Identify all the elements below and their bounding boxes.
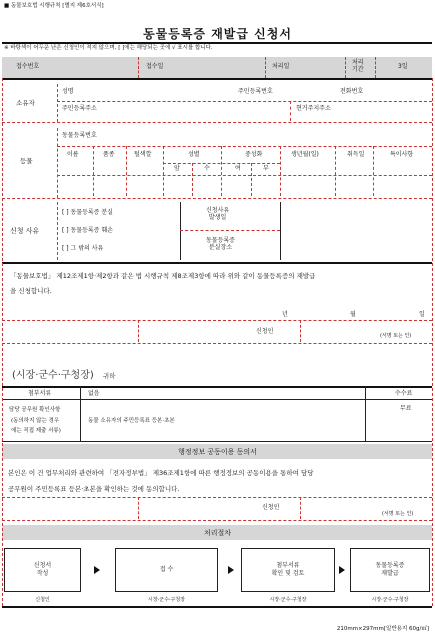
procedure-step-2-actor: 시장·군수·구청장 xyxy=(148,597,185,603)
recipient-name: (시장·군수·구청장) xyxy=(12,370,94,381)
consent-applicant-label: 신청인 xyxy=(262,504,280,511)
column-name: 이름 xyxy=(67,151,79,158)
reason-occur-date-label: 신청사유 발생일 xyxy=(206,207,230,222)
procedure-step-1-actor: 신청인 xyxy=(35,597,50,603)
recipient-block xyxy=(12,363,115,382)
process-period-label: 처리 기간 xyxy=(352,59,364,74)
owner-phone-label: 전화번호 xyxy=(340,88,364,95)
docs-row-left-3: 에는 직접 제출 서류) xyxy=(11,428,61,434)
owner-address-label: 주민등록주소 xyxy=(62,105,97,112)
arrow-right-icon xyxy=(228,566,234,574)
docs-row-left-1: 담당 공무원 확인사항 xyxy=(9,407,61,413)
procedure-step-1 xyxy=(4,548,81,592)
column-birth: 생년월(일) xyxy=(291,151,319,158)
date-day: 일 xyxy=(419,311,425,318)
docs-row-left-2: (동의하지 않는 경우 xyxy=(11,418,60,424)
statement-line1: 「동물보호법」 제12조제1항·제2항과 같은 법 시행규칙 제8조제3항에 따라 위와 같이 동물등록증의 재발급 xyxy=(10,272,316,280)
procedure-title: 처리절차 xyxy=(203,529,232,537)
docs-row-mid: 동물 소유자의 주민등록표 등본·초본 xyxy=(88,418,175,424)
reason-option-damaged[interactable]: [ ] 동물등록증 훼손 xyxy=(62,227,113,234)
receipt-number-label: 접수번호 xyxy=(16,63,40,70)
neuter-no-option: 부 xyxy=(263,165,269,172)
receipt-row xyxy=(2,57,432,78)
consent-line2: 공무원이 주민등록표 등본·초본을 확인하는 것에 동의합니다. xyxy=(8,485,180,493)
procedure-step-1-label: 신청서 작성 xyxy=(33,562,52,577)
animal-columns xyxy=(57,149,432,163)
column-acquired: 취득일 xyxy=(347,151,365,158)
docs-row-right: 무료 xyxy=(400,405,412,412)
owner-residence-label: 현거주지주소 xyxy=(296,105,331,112)
column-sex: 성별 xyxy=(188,151,200,158)
procedure-step-3 xyxy=(241,548,335,592)
procedure-step-3-label: 첨부서류 확인 및 검토 xyxy=(271,562,305,577)
reason-option-lost[interactable]: [ ] 동물등록증 분실 xyxy=(62,209,113,216)
instruction-text: ※ 바탕색이 어두운 난은 신청인이 적지 않으며, [ ]에는 해당되는 곳에 √ 표시를 합니다. xyxy=(4,45,213,51)
title-rule xyxy=(2,42,432,44)
sex-male-option: 수 xyxy=(204,165,210,172)
procedure-step-2 xyxy=(115,548,218,592)
procedure-step-4-actor: 시장·군수·구청장 xyxy=(371,597,409,603)
process-date-label: 처리일 xyxy=(272,63,290,70)
paper-size-note: 210mm×297mm[일반용지 60g/㎡] xyxy=(336,626,429,632)
procedure-step-4 xyxy=(350,548,430,592)
date-month: 월 xyxy=(350,311,356,318)
date-year: 년 xyxy=(282,311,288,318)
reason-storage-label: 동물등록증 분실장소 xyxy=(206,237,235,252)
owner-name-label: 성명 xyxy=(62,88,74,95)
procedure-step-4-label: 동물등록증 재발급 xyxy=(375,562,405,577)
consent-title: 행정정보 공동이용 동의서 xyxy=(178,448,257,456)
recipient-suffix: 귀하 xyxy=(102,372,116,380)
docs-header-mid: 없음 xyxy=(88,390,100,397)
applicant-label: 신청인 xyxy=(256,328,274,335)
reason-option-other[interactable]: [ ] 그 밖의 사유 xyxy=(62,245,104,252)
column-breed: 품종 xyxy=(103,151,115,158)
animal-section-label: 등물 xyxy=(20,157,33,165)
docs-header-left: 첨부서류 xyxy=(28,390,52,397)
law-reference: ■ 동물보호법 시행규칙 [별지 제6호서식] xyxy=(4,3,104,9)
column-coat-color: 털색깔 xyxy=(134,151,152,158)
consent-signature-note: (서명 또는 인) xyxy=(382,511,414,517)
page-title: 동물등록증 재발급 신청서 xyxy=(143,27,292,41)
column-neutered: 중성화 xyxy=(245,151,263,158)
receipt-date-label: 접수일 xyxy=(146,63,164,70)
sex-female-option: 암 xyxy=(174,165,180,172)
arrow-right-icon xyxy=(339,566,345,574)
neuter-yes-option: 여 xyxy=(235,165,241,172)
owner-birth-label: 주민등록번호 xyxy=(238,88,273,95)
reason-section-label: 신청 사유 xyxy=(10,227,40,235)
process-period-value: 3일 xyxy=(398,63,408,70)
docs-header-right: 수수료 xyxy=(395,390,413,397)
consent-line1: 본인은 이 건 업무처리와 관련하여 「전자정부법」 제36조제1항에 따른 행정정보의 공동이용을 통하여 담당 xyxy=(8,469,314,477)
signature-note: (서명 또는 인) xyxy=(380,333,412,339)
procedure-step-3-actor: 시장·군수·구청장 xyxy=(269,597,307,603)
owner-section-label: 소유자 xyxy=(16,99,35,107)
animal-reg-no-label: 동물등록번호 xyxy=(62,132,97,139)
statement-line2: 을 신청합니다. xyxy=(10,287,52,295)
procedure-step-2-label: 접 수 xyxy=(159,566,174,574)
arrow-right-icon xyxy=(94,566,100,574)
column-notes: 특이사항 xyxy=(390,151,414,158)
